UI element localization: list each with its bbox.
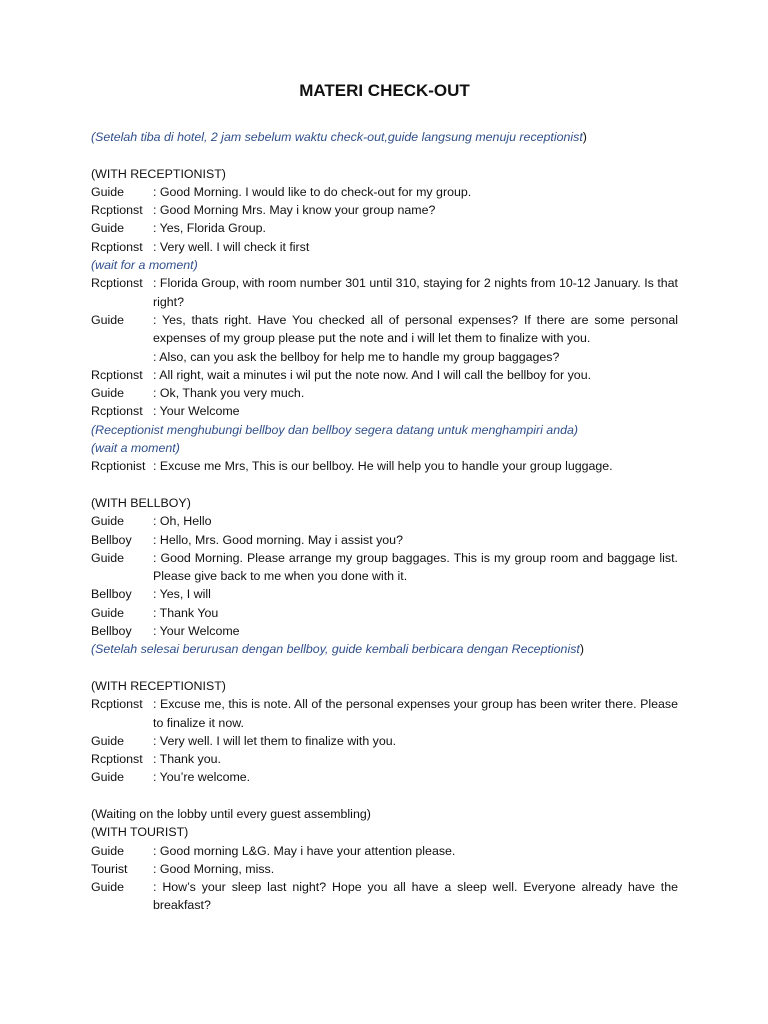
speaker: Guide (91, 605, 125, 620)
dialogue-line (91, 622, 678, 640)
speaker: Guide (91, 312, 125, 327)
utterance: : Oh, Hello (153, 514, 212, 529)
utterance: : Excuse me Mrs, This is our bellboy. He will help you to handle your group luggage. (153, 459, 613, 474)
section-bellboy (91, 494, 678, 659)
speaker: Rcptionst (91, 697, 143, 712)
utterance: : Thank You (153, 605, 219, 620)
section-heading: (WITH BELLBOY) (91, 495, 191, 510)
speaker: Rcptionst (91, 404, 143, 419)
stage-note: (Setelah selesai berurusan dengan bellboy, guide kembali berbicara dengan Receptionist (91, 642, 580, 657)
utterance: : Good Morning, miss. (153, 861, 275, 876)
spacer (91, 476, 678, 494)
section-receptionist-2 (91, 677, 678, 787)
speaker: Rcptionst (91, 203, 143, 218)
dialogue-line (91, 366, 678, 384)
stage-note-close: ) (579, 642, 584, 657)
dialogue-line (91, 695, 678, 732)
section-tourist (91, 805, 678, 915)
dialogue-line (91, 201, 678, 219)
intro-note (91, 128, 678, 146)
section-heading: (WITH TOURIST) (91, 825, 189, 840)
speaker: Guide (91, 770, 125, 785)
speaker: Rcptionist (91, 459, 146, 474)
speaker: Guide (91, 550, 125, 565)
speaker (91, 348, 153, 366)
utterance: : Very well. I will check it first (153, 239, 310, 254)
dialogue-line (91, 402, 678, 420)
dialogue-list (91, 183, 678, 256)
dialogue-line (91, 860, 678, 878)
utterance: : Also, can you ask the bellboy for help me to handle my group baggages? (153, 349, 560, 364)
dialogue-line (91, 732, 678, 750)
speaker: Rcptionst (91, 239, 143, 254)
intro-note-close: ) (582, 130, 587, 144)
utterance: : Yes, Florida Group. (153, 221, 266, 236)
utterance: : Good Morning. I would like to do check-out for my group. (153, 184, 472, 199)
utterance: : Good Morning. Please arrange my group baggages. This is my group room and baggage list. Please give back to me when you done with it. (153, 550, 678, 584)
dialogue-list (91, 695, 678, 786)
speaker: Rcptionst (91, 276, 143, 291)
section-receptionist-1 (91, 165, 678, 476)
utterance: : Good morning L&G. May i have your attention please. (153, 843, 456, 858)
utterance: : Excuse me, this is note. All of the personal expenses your group has been writer there. Please to finalize it now. (153, 697, 678, 730)
dialogue-line (91, 219, 678, 237)
speaker: Guide (91, 880, 125, 895)
page-title: MATERI CHECK-OUT (299, 81, 470, 100)
dialogue-line (91, 348, 678, 366)
speaker: Guide (91, 514, 125, 529)
dialogue-line (91, 585, 678, 603)
dialogue-list (91, 512, 678, 640)
spacer (91, 659, 678, 677)
speaker: Guide (91, 733, 125, 748)
speaker: Rcptionst (91, 752, 143, 767)
utterance: : Very well. I will let them to finalize with you. (153, 733, 397, 748)
dialogue-line (91, 768, 678, 786)
stage-note: (wait for a moment) (91, 258, 198, 273)
dialogue-line (91, 842, 678, 860)
section-heading: (WITH RECEPTIONIST) (91, 166, 226, 181)
dialogue-line (91, 311, 678, 348)
dialogue-list (91, 842, 678, 915)
speaker: Guide (91, 843, 125, 858)
utterance: : You’re welcome. (153, 770, 251, 785)
dialogue-line (91, 274, 678, 311)
speaker: Bellboy (91, 587, 132, 602)
speaker: Tourist (91, 861, 128, 876)
section-heading: (WITH RECEPTIONIST) (91, 678, 226, 693)
spacer (91, 787, 678, 805)
stage-note: (wait a moment) (91, 441, 180, 456)
stage-note-row (91, 640, 678, 658)
utterance: : All right, wait a minutes i wil put the note now. And I will call the bellboy for you. (153, 367, 592, 382)
utterance: : How’s your sleep last night? Hope you all have a sleep well. Everyone already have the breakfast? (153, 880, 678, 913)
speaker: Guide (91, 386, 125, 401)
dialogue-line (91, 384, 678, 402)
dialogue-line (91, 878, 678, 915)
utterance: : Yes, I will (153, 587, 211, 602)
speaker: Guide (91, 184, 125, 199)
dialogue-line (91, 549, 678, 586)
utterance: : Ok, Thank you very much. (153, 386, 305, 401)
dialogue-line (91, 512, 678, 530)
dialogue-line (91, 183, 678, 201)
waiting-note: (Waiting on the lobby until every guest assembling) (91, 806, 371, 821)
speaker: Bellboy (91, 532, 132, 547)
stage-note: (Receptionist menghubungi bellboy dan bellboy segera datang untuk menghampiri anda) (91, 422, 578, 437)
spacer (91, 146, 678, 164)
dialogue-list (91, 274, 678, 420)
utterance: : Yes, thats right. Have You checked all of personal expenses? If there are some personal expenses of my group please put the note and i will let them to finalize with you. (153, 312, 678, 346)
dialogue-line (91, 531, 678, 549)
speaker: Bellboy (91, 624, 132, 639)
speaker: Rcptionst (91, 367, 143, 382)
utterance: : Thank you. (153, 752, 221, 767)
utterance: : Florida Group, with room number 301 until 310, staying for 2 nights from 10-12 January. Is that right? (153, 276, 678, 309)
utterance: : Hello, Mrs. Good morning. May i assist you? (153, 532, 403, 547)
utterance: : Good Morning Mrs. May i know your group name? (153, 203, 436, 218)
dialogue-line (91, 604, 678, 622)
speaker: Guide (91, 221, 125, 236)
dialogue-line (91, 750, 678, 768)
intro-note-text: (Setelah tiba di hotel, 2 jam sebelum waktu check-out,guide langsung menuju receptionist (91, 130, 583, 144)
utterance: : Your Welcome (153, 624, 240, 639)
dialogue-line (91, 457, 678, 475)
dialogue-line (91, 238, 678, 256)
utterance: : Your Welcome (153, 404, 240, 419)
